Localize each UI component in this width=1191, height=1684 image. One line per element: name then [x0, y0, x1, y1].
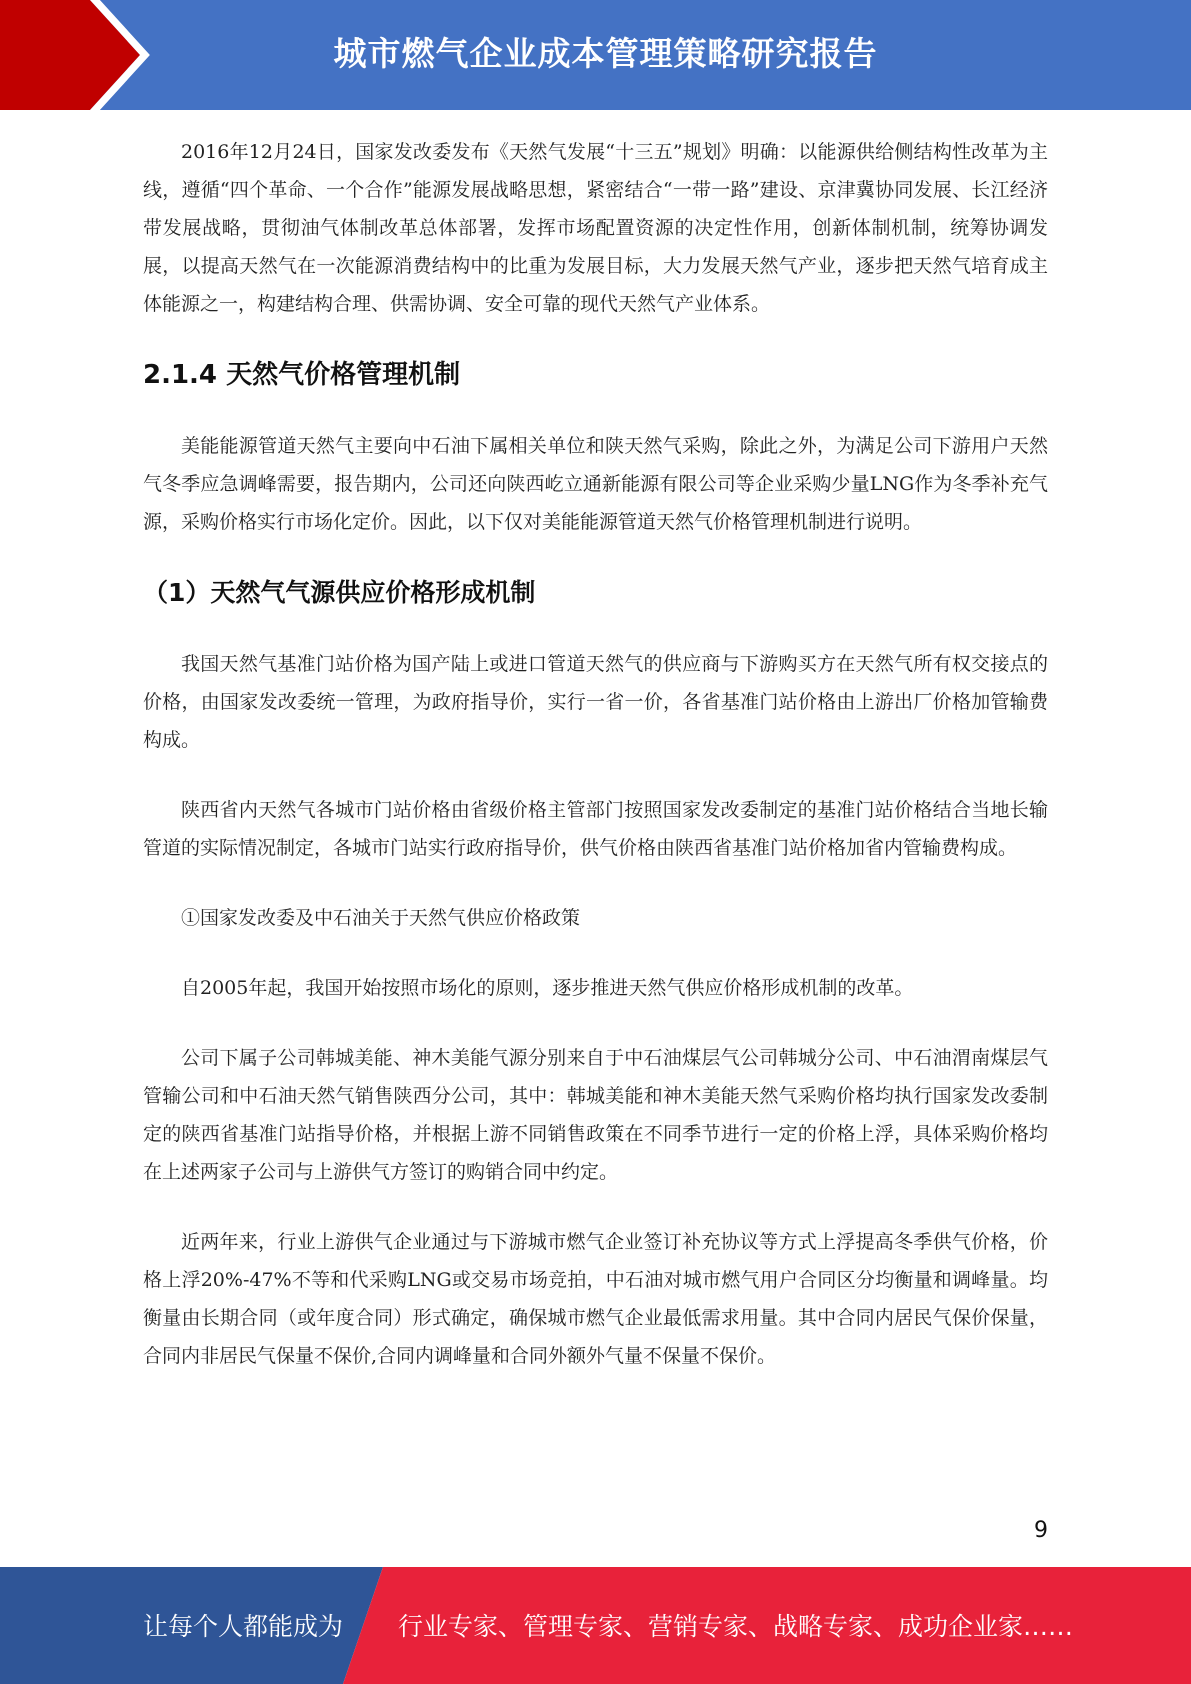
paragraph: 我国天然气基准门站价格为国产陆上或进口管道天然气的供应商与下游购买方在天然气所有权交接点的价格，由国家发改委统一管理，为政府指导价，实行一省一价，各省基准门站价格由上游出厂价格加管输费构成。 [143, 653, 1048, 751]
paragraph: 美能能源管道天然气主要向中石油下属相关单位和陕天然气采购，除此之外，为满足公司下游用户天然气冬季应急调峰需要，报告期内，公司还向陕西屹立通新能源有限公司等企业采购少量LNG作为冬季补充气源，采购价格实行市场化定价。因此，以下仅对美能能源管道天然气价格管理机制进行说明。 [143, 435, 1048, 533]
section-heading: 2.1.4 天然气价格管理机制 [143, 360, 461, 390]
footer-slogan-right: 行业专家、管理专家、营销专家、战略专家、成功企业家…… [398, 1612, 1074, 1641]
report-title: 城市燃气企业成本管理策略研究报告 [333, 34, 878, 73]
paragraph: 近两年来，行业上游供气企业通过与下游城市燃气企业签订补充协议等方式上浮提高冬季供气价格，价格上浮20%-47%不等和代采购LNG或交易市场竞拍，中石油对城市燃气用户合同区分均衡量和调峰量。均衡量由长期合同（或年度合同）形式确定，确保城市燃气企业最低需求用量。其中合同内居民气保价保量，合同内非居民气保量不保价,合同内调峰量和合同外额外气量不保量不保价。 [143, 1231, 1048, 1367]
paragraph: ①国家发改委及中石油关于天然气供应价格政策 [181, 907, 581, 929]
paragraph: 陕西省内天然气各城市门站价格由省级价格主管部门按照国家发改委制定的基准门站价格结合当地长输管道的实际情况制定，各城市门站实行政府指导价，供气价格由陕西省基准门站价格加省内管输费构成。 [143, 799, 1048, 859]
paragraph: 2016年12月24日，国家发改委发布《天然气发展“十三五”规划》明确：以能源供给侧结构性改革为主线，遵循“四个革命、一个合作”能源发展战略思想，紧密结合“一带一路”建设、京津冀协同发展、长江经济带发展战略，贯彻油气体制改革总体部署，发挥市场配置资源的决定性作用，创新体制机制，统筹协调发展，以提高天然气在一次能源消费结构中的比重为发展目标，大力发展天然气产业，逐步把天然气培育成主体能源之一，构建结构合理、供需协调、安全可靠的现代天然气产业体系。 [143, 141, 1048, 315]
subsection-heading: （1）天然气气源供应价格形成机制 [143, 578, 536, 607]
page-content [143, 133, 1048, 1375]
page-number: 9 [1034, 1518, 1048, 1543]
paragraph: 公司下属子公司韩城美能、神木美能气源分别来自于中石油煤层气公司韩城分公司、中石油渭南煤层气管输公司和中石油天然气销售陕西分公司，其中：韩城美能和神木美能天然气采购价格均执行国家发改委制定的陕西省基准门站指导价格，并根据上游不同销售政策在不同季节进行一定的价格上浮，具体采购价格均在上述两家子公司与上游供气方签订的购销合同中约定。 [143, 1047, 1048, 1183]
paragraph: 自2005年起，我国开始按照市场化的原则，逐步推进天然气供应价格形成机制的改革。 [181, 977, 914, 999]
page-footer [0, 1567, 1191, 1684]
page-header [0, 0, 1191, 110]
footer-slogan-left: 让每个人都能成为 [143, 1612, 344, 1641]
